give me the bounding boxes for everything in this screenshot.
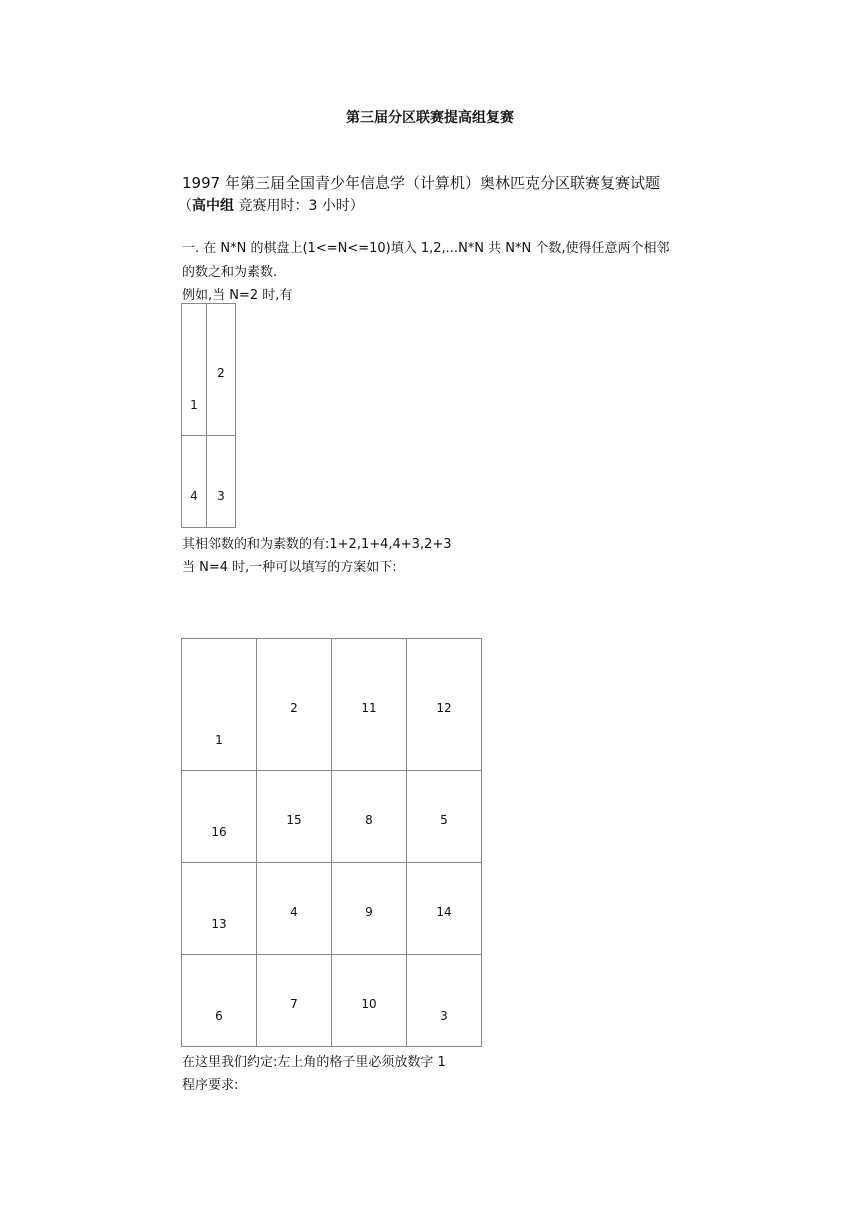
problem-line-3: 例如,当 N=2 时,有 <box>182 288 293 303</box>
problem-line-7: 程序要求: <box>182 1078 239 1093</box>
cell-value: 8 <box>365 813 373 827</box>
cell-value: 7 <box>290 997 298 1011</box>
grid-cell <box>332 955 407 1047</box>
cell-value: 1 <box>215 733 223 747</box>
cell-value: 9 <box>365 905 373 919</box>
grid-cell <box>332 639 407 771</box>
exam-heading: 1997 年第三届全国青少年信息学（计算机）奥林匹克分区联赛复赛试题 <box>182 174 660 192</box>
cell-value: 4 <box>290 905 298 919</box>
cell-value: 14 <box>436 905 452 919</box>
problem-line-1: 一. 在 N*N 的棋盘上(1<=N<=10)填入 1,2,...N*N 共 N*N 个数,使得任意两个相邻 <box>182 241 670 256</box>
cell-value: 12 <box>436 701 452 715</box>
subheading-time: 竞赛用时：3 小时） <box>234 198 364 214</box>
cell-value: 11 <box>361 701 377 715</box>
grid-cell <box>182 639 257 771</box>
cell-value: 3 <box>440 1009 448 1023</box>
cell-value: 3 <box>217 489 225 503</box>
problem-line-2: 的数之和为素数. <box>182 265 278 280</box>
problem-line-6: 在这里我们约定:左上角的格子里必须放数字 1 <box>182 1055 446 1070</box>
grid-cell <box>332 863 407 955</box>
grid-cell <box>182 771 257 863</box>
cell-value: 6 <box>215 1009 223 1023</box>
grid-cell <box>182 863 257 955</box>
cell-value: 2 <box>217 366 225 380</box>
grid-cell <box>332 771 407 863</box>
grid-cell <box>207 436 236 528</box>
example-grid-n4 <box>181 638 482 1047</box>
cell-value: 2 <box>290 701 298 715</box>
grid-cell <box>182 436 207 528</box>
grid-cell <box>182 955 257 1047</box>
grid-cell <box>257 771 332 863</box>
grid-cell <box>207 304 236 436</box>
cell-value: 10 <box>361 997 377 1011</box>
cell-value: 4 <box>190 489 198 503</box>
example-grid-n2 <box>181 303 236 528</box>
subheading-group: 高中组 <box>192 198 234 214</box>
cell-value: 1 <box>190 398 198 412</box>
grid-cell <box>407 955 482 1047</box>
grid-cell <box>407 639 482 771</box>
problem-line-5: 当 N=4 时,一种可以填写的方案如下: <box>182 560 397 575</box>
grid-cell <box>407 771 482 863</box>
grid-cell <box>257 639 332 771</box>
grid-cell <box>182 304 207 436</box>
exam-subheading <box>178 195 364 215</box>
cell-value: 15 <box>286 813 302 827</box>
subheading-open: （ <box>178 198 192 214</box>
cell-value: 13 <box>211 917 227 931</box>
grid-cell <box>257 955 332 1047</box>
grid-cell <box>257 863 332 955</box>
problem-line-4: 其相邻数的和为素数的有:1+2,1+4,4+3,2+3 <box>182 537 452 552</box>
cell-value: 16 <box>211 825 227 839</box>
grid-cell <box>407 863 482 955</box>
document-title: 第三届分区联赛提高组复赛 <box>346 110 514 126</box>
cell-value: 5 <box>440 813 448 827</box>
